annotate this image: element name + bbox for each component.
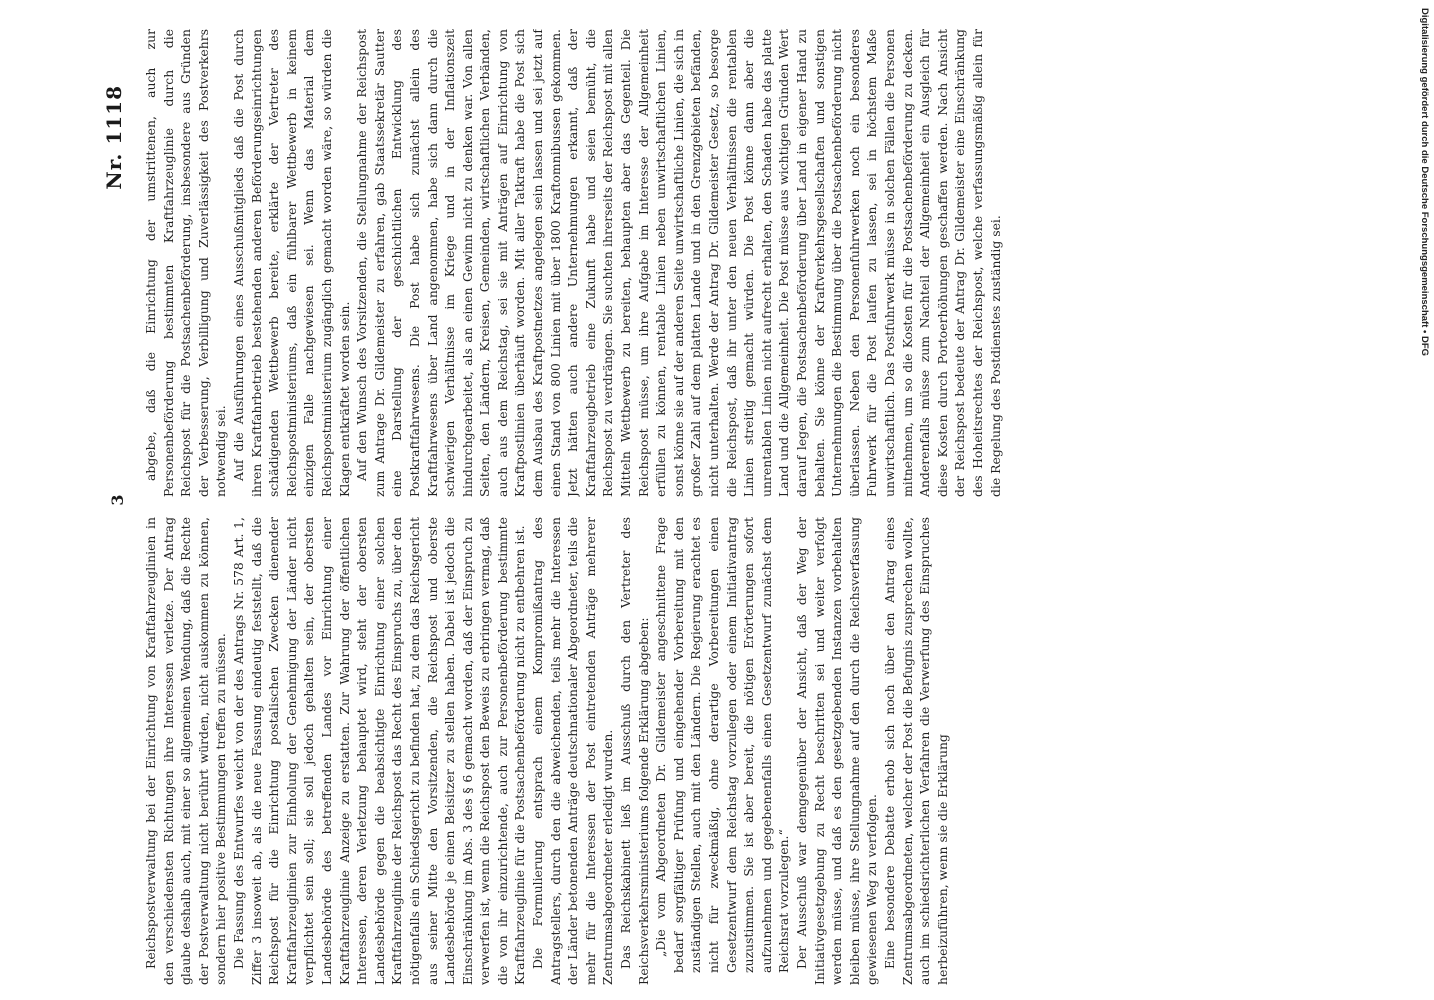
digitization-credit [1414, 8, 1430, 357]
page-number: 3 [108, 494, 127, 506]
left-text-column [142, 517, 1272, 985]
paragraph: Der Ausschuß war demgegenüber der Ansicht, daß der Weg der Initiativgesetzgebung zu Recht beschritten sei und weiter verfolgt werden müsse, und daß es den gesetzgebenden Instanzen vorbehalten bleiben müsse, ihre Stellungnahme auf den durch die Reichsverfassung gewiesenen Weg zu verfolgen. [793, 517, 880, 985]
paragraph: Eine besondere Debatte erhob sich noch über den Antrag eines Zentrumsabgeordneten, welcher der Post die Befugnis zusprechen wollte, auch im schiedsrichterlichen Verfahren die Verwerfung des Einspruches herbeizuführen, wenn sie die Erklärung [881, 517, 950, 985]
paragraph: Reichspostverwaltung bei der Einrichtung von Kraftfahrzeuglinien in den verschiedensten Richtungen ihre Interessen verletze. Der Antrag glaube deshalb auch, mit einer so allgemeinen Wendung, daß die Rechte der Postverwaltung nicht berührt würden, nicht auskommen zu können, sondern hier positive Bestimmungen treffen zu müssen. [143, 517, 229, 985]
paragraph: Auf die Ausführungen eines Ausschußmitglieds daß die Post durch ihren Kraftfahrbetrieb bestehenden anderen Beförderungseinrichtungen schädigenden Wettbewerb bereite, erklärte der Vertreter des Reichspostministeriums, daß ein fühlbarer Wettbewerb in keinem einzigen Falle nachgewiesen sei. Wenn das Material dem Reichspostministerium zugänglich gemacht worden wäre, so würden die Klagen entkräftet worden sein. [230, 29, 352, 497]
paragraph: Das Reichskabinett ließ im Ausschuß durch den Vertreter des Reichsverkehrsministeriums folgende Erklärung abgeben: [618, 517, 651, 985]
right-text-column [142, 29, 1272, 497]
paragraph: Die Formulierung entsprach einem Kompromißantrag des Antragstellers, durch den die abweichenden, teils mehr die Interessen der Länder betonenden Anträge deutschnationaler Abgeordneter, teils die mehr für die Interessen der Post eintretenden Anträge mehrerer Zentrumsabgeordneter erledigt wurden. [530, 517, 616, 985]
document-number: Nr. 1118 [102, 85, 126, 190]
digitization-credit-text: Digitalisierung gefördert durch die Deutsche Forschungsgemeinschaft • DFG [1419, 8, 1430, 357]
paragraph: Die Fassung des Entwurfes weicht von der des Antrags Nr. 578 Art. 1, Ziffer 3 insoweit ab, als die neue Fassung eindeutig feststellt, daß die Reichspost für die Einrichtung postalischen Zwecken dienender Kraftfahrzeuglinien zur Einholung der Genehmigung der Länder nicht verpflichtet sein soll; sie soll jedoch gehalten sein, der obersten Landesbehörde des betreffenden Landes vor Einrichtung einer Kraftfahrzeuglinie Anzeige zu erstatten. Zur Wahrung der öffentlichen Interessen, deren Verletzung behauptet wird, steht der obersten Landesbehörde gegen die beabsichtigte Einrichtung einer solchen Kraftfahrzeuglinie der Reichspost das Recht des Einspruchs zu, über den nötigenfalls ein Schiedsgericht zu befinden hat, zu dem das Reichsgericht aus seiner Mitte den Vorsitzenden, die Reichspost und oberste Landesbehörde je einen Beisitzer zu stellen haben. Dabei ist jedoch die Einschränkung im Abs. 3 des § 6 gemacht worden, daß der Einspruch zu verwerfen ist, wenn die Reichspost den Beweis zu erbringen vermag, daß die von ihr einzurichtende, auch zur Personenbeförderung bestimmte Kraftfahrzeuglinie für die Postsachenbeförderung nicht zu entbehren ist. [230, 517, 528, 985]
paragraph: abgebe, daß die Einrichtung der umstrittenen, auch zur Personenbeförderung bestimmten Kraftfahrzeuglinie durch die Reichspost für die Postsachenbeförderung, insbesondere aus Gründen der Verbesserung, Verbilligung und Zuverlässigkeit des Postverkehrs notwendig sei. [143, 29, 229, 497]
rotated-document-page [90, 0, 1330, 1000]
paragraph: Auf den Wunsch des Vorsitzenden, die Stellungnahme der Reichspost zum Antrage Dr. Gildemeister zu erfahren, gab Staatssekretär Sautter eine Darstellung der geschichtlichen Entwicklung des Postkraftfahrwesens. Die Post habe sich zunächst allein des Kraftfahrwesens über Land angenommen, habe sich dann durch die schwierigen Verhältnisse im Kriege und in der Inflationszeit hindurchgearbeitet, als an einen Gewinn nicht zu denken war. Von allen Seiten, den Ländern, Kreisen, Gemeinden, wirtschaftlichen Verbänden, auch aus dem Reichstag, sei sie mit Anträgen auf Einrichtung von Kraftpostlinien überhäuft worden. Mit aller Tatkraft habe die Post sich dem Ausbau des Kraftpostnetzes angelegen sein lassen und sei jetzt auf einen Stand von 800 Linien mit über 1800 Kraftomnibussen gekommen. Jetzt hätten auch andere Unternehmungen erkannt, daß der Kraftfahrzeugbetrieb eine Zukunft habe und seien bemüht, die Reichspost zu verdrängen. Sie suchten ihrerseits der Reichspost mit allen Mitteln Wettbewerb zu bereiten, behaupten aber das Gegenteil. Die Reichspost müsse, um ihre Aufgabe im Interesse der Allgemeinheit erfüllen zu können, rentable Linien neben unwirtschaftlichen Linien, sonst könne sie auf der anderen Seite unwirtschaftliche Linien, die sich in großer Zahl auf dem platten Lande und in den Grenzgebieten befänden, nicht unterhalten. Werde der Antrag Dr. Gildemeister Gesetz, so besorge die Reichspost, daß ihr unter den neuen Verhältnissen die rentablen Linien streitig gemacht würden. Die Post könne dann aber die unrentablen Linien nicht aufrecht erhalten, den Schaden habe das platte Land und die Allgemeinheit. Die Post müsse aus wichtigen Gründen Wert darauf legen, die Postsachenbeförderung über Land in eigener Hand zu behalten. Sie könne der Kraftverkehrsgesellschaften und sonstigen Unternehmungen die Bestimmung über die Postsachenbeförderung nicht überlassen. Neben den Personenfuhrwerken noch ein besonderes Fuhrwerk für die Post laufen zu lassen, sei in höchstem Maße unwirtschaftlich. Das Postfuhrwerk müsse in solchen Fällen die Personen mitnehmen, um so die Kosten für die Postsachenbeförderung zu decken. Anderenfalls müsse zum Nachteil der Allgemeinheit ein Ausgleich für diese Kosten durch Portoerhöhungen geschaffen werden. Nach Ansicht der Reichspost bedeute der Antrag Dr. Gildemeister eine Einschränkung des Hoheitsrechtes der Reichspost, welche verfassungsmäßig allein für die Regelung des Postdienstes zuständig sei. [354, 29, 1003, 497]
quoted-declaration: „Die vom Abgeordneten Dr. Gildemeister angeschnittene Frage bedarf sorgfältiger Prüfung und eingehender Vorbereitung mit den zuständigen Stellen, auch mit den Ländern. Die Regierung erachtet es nicht für zweckmäßig, ohne derartige Vorbereitungen einen Gesetzentwurf dem Reichstag vorzulegen oder einem Initiativantrag zuzustimmen. Sie ist aber bereit, die nötigen Erörterungen sofort aufzunehmen und gegebenenfalls einen Gesetzentwurf zunächst dem Reichsrat vorzulegen.“ [653, 517, 792, 973]
